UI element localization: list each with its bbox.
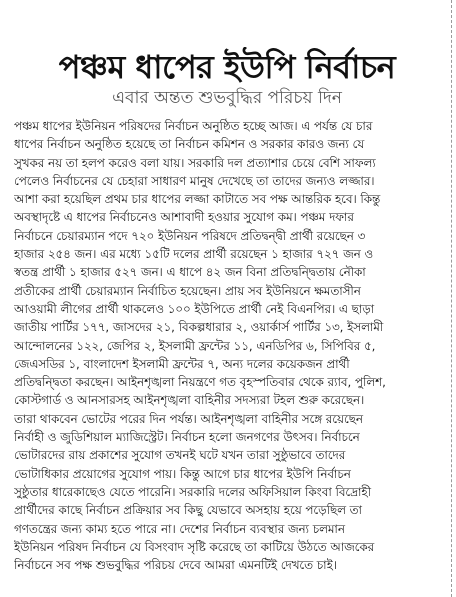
body-line: জাতীয় পার্টির ১৭৭, জাসদের ২১, বিকল্পধারার ২, ওয়ার্কার্স পার্টির ১৩, ইসলামী <box>14 320 384 335</box>
body-line: স্বতন্ত্র প্রার্থী ১ হাজার ৫২৭ জন। এ ধাপে ৪২ জন বিনা প্রতিদ্বন্দ্বিতায় নৌকা <box>14 265 366 280</box>
body-line: আন্দোলনের ১২২, জেপির ২, ইসলামী ফ্রন্টের ১১, এনডিপির ৬, সিপিবির ৫, <box>14 338 376 353</box>
body-line: আশা করা হয়েছিল প্রথম চার ধাপের লজ্জা কাটাতে সব পক্ষ আন্তরিক হবে। কিন্তু <box>14 192 381 207</box>
body-line: তারা থাকবেন ভোটের পরের দিন পর্যন্ত। আইনশৃঙ্খলা বাহিনীর সঙ্গে রয়েছেন <box>14 411 363 426</box>
body-line: জেএসডির ১, বাংলাদেশ ইসলামী ফ্রন্টের ৭, অন্য দলের কয়েকজন প্রার্থী <box>14 356 350 371</box>
body-line: প্রার্থীদের কাছে নির্বাচন প্রক্রিয়ার সব কিছু যেভাবে অসহায় হয়ে পড়েছিল তা <box>14 503 362 518</box>
column-divider <box>451 0 452 597</box>
body-line: ইউনিয়ন পরিষদ নির্বাচন যে বিসংবাদ সৃষ্টি করেছে তা কাটিয়ে উঠতে আজকের <box>14 539 375 554</box>
body-line: ভোটাধিকার প্রয়োগের সুযোগ পায়। কিন্তু আগে চার ধাপের ইউপি নির্বাচন <box>14 466 351 481</box>
body-line: ধাপের নির্বাচন অনুষ্ঠিত হয়েছে তা নির্বাচন কমিশন ও সরকার কারও জন্য যে <box>14 137 365 152</box>
body-line: নির্বাচনে সব পক্ষ শুভবুদ্ধির পরিচয় দেবে আমরা এমনটিই দেখতে চাই। <box>14 558 337 573</box>
body-line: ভোটারদের রায় প্রকাশের সুযোগ তখনই ঘটে যখন তারা সুষ্ঠুভাবে তাদের <box>14 448 346 463</box>
body-line: পেলেও নির্বাচনের যে চেহারা সাধারণ মানুষ দেখেছে তা তাদের জন্যও লজ্জার। <box>14 173 375 188</box>
body-line: গণতন্ত্রের জন্য কাম্য হতে পারে না। দেশের নির্বাচন ব্যবস্থার জন্য চলমান <box>14 521 345 536</box>
body-line: প্রতীকের প্রার্থী চেয়ারম্যান নির্বাচিত হয়েছেন। প্রায় সব ইউনিয়নে ক্ষমতাসীন <box>14 283 361 298</box>
body-line: সুখকর নয় তা হলপ করেও বলা যায়। সরকারি দল প্রত্যাশার চেয়ে বেশি সাফল্য <box>14 155 376 170</box>
headline: পঞ্চম ধাপের ইউপি নির্বাচন <box>58 48 396 87</box>
subheadline: এবার অন্তত শুভবুদ্ধির পরিচয় দিন <box>112 88 342 108</box>
body-line: প্রতিদ্বন্দ্বিতা করছেন। আইনশৃঙ্খলা নিয়ন্ত্রণে গত বৃহস্পতিবার থেকে র‍্যাব, পুলিশ, <box>14 375 386 390</box>
body-line: অবস্থাদৃষ্টে এ ধাপের নির্বাচনেও আশাবাদী হওয়ার সুযোগ কম। পঞ্চম দফার <box>14 210 354 225</box>
body-line: পঞ্চম ধাপের ইউনিয়ন পরিষদের নির্বাচন অনুষ্ঠিত হচ্ছে আজ। এ পর্যন্ত যে চার <box>14 119 373 133</box>
body-line: নির্বাহী ও জুডিশিয়াল ম্যাজিস্ট্রেট। নির্বাচন হলো জনগণের উৎসব। নির্বাচনে <box>14 430 360 445</box>
body-line: কোস্টগার্ড ও আনসারসহ আইনশৃঙ্খলা বাহিনীর সদস্যরা টহল শুরু করেছেন। <box>14 393 365 408</box>
body-line: সুষ্ঠুতার ধারেকাছেও যেতে পারেনি। সরকারি দলের অফিসিয়াল কিংবা বিদ্রোহী <box>14 484 371 499</box>
body-line: নির্বাচনে চেয়ারম্যান পদে ৭২০ ইউনিয়ন পরিষদে প্রতিদ্বন্দ্বী প্রার্থী রয়েছেন ৩ <box>14 228 366 243</box>
article-body <box>14 117 442 574</box>
body-line: হাজার ২৫৪ জন। এর মধ্যে ১৫টি দলের প্রার্থী রয়েছেন ১ হাজার ৭২৭ জন ও <box>14 247 374 262</box>
body-line: আওয়ামী লীগের প্রার্থী থাকলেও ১০০ ইউপিতে প্রার্থী নেই বিএনপির। এ ছাড়া <box>14 301 375 316</box>
